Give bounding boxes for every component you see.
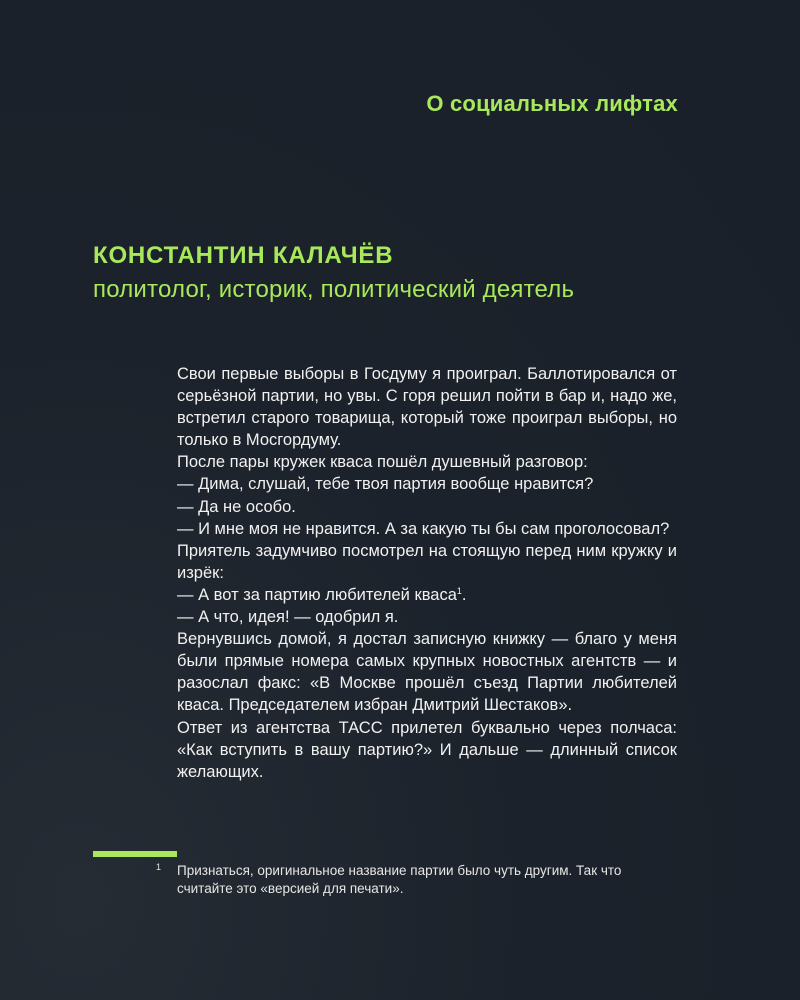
story-paragraph: Ответ из агентства ТАСС прилетел буквально через полчаса: «Как вступить в вашу партию?» И дальше — длинный список желающих. [177, 718, 677, 781]
dialogue-line-with-footnote [177, 584, 677, 606]
story-paragraph: Свои первые выборы в Госдуму я проиграл. Баллотировался от серьёзной партии, но увы. С горя решил пойти в бар и, надо же, встретил старого товарища, который тоже проиграл выборы, но только в Мосгордуму. [177, 365, 677, 450]
story-text [177, 363, 677, 783]
dialogue-line: — Да не особо. [177, 497, 296, 516]
footnote-text: Признаться, оригинальное название партии было чуть другим. Так что считайте это «версией для печати». [177, 863, 622, 896]
dialogue-line: — А что, идея! — одобрил я. [177, 608, 399, 627]
footnote-divider-bar [93, 851, 177, 857]
quote-end: . [461, 585, 467, 604]
author-role: политолог, историк, политический деятель [93, 276, 575, 303]
dialogue-line: — И мне моя не нравится. А за какую ты бы сам проголосовал? [177, 519, 670, 538]
story-paragraph: После пары кружек кваса пошёл душевный разговор: [177, 453, 588, 472]
dialogue-line: — Дима, слушай, тебе твоя партия вообще нравится? [177, 475, 594, 494]
quote-text: — А вот за партию любителей кваса [177, 585, 457, 604]
footnote-number: 1 [156, 862, 162, 872]
footnote-reference[interactable]: 1 [456, 585, 462, 596]
story-paragraph: Вернувшись домой, я достал записную книжку — благо у меня были прямые номера самых крупных новостных агентств — и разослал факс: «В Москве прошёл съезд Партии любителей кваса. Председателем избран Дмитрий Шестаков». [177, 630, 677, 715]
author-name: КОНСТАНТИН КАЛАЧЁВ [93, 242, 394, 269]
section-title: О социальных лифтах [426, 91, 678, 116]
story-paragraph: Приятель задумчиво посмотрел на стоящую перед ним кружку и изрёк: [177, 541, 677, 582]
